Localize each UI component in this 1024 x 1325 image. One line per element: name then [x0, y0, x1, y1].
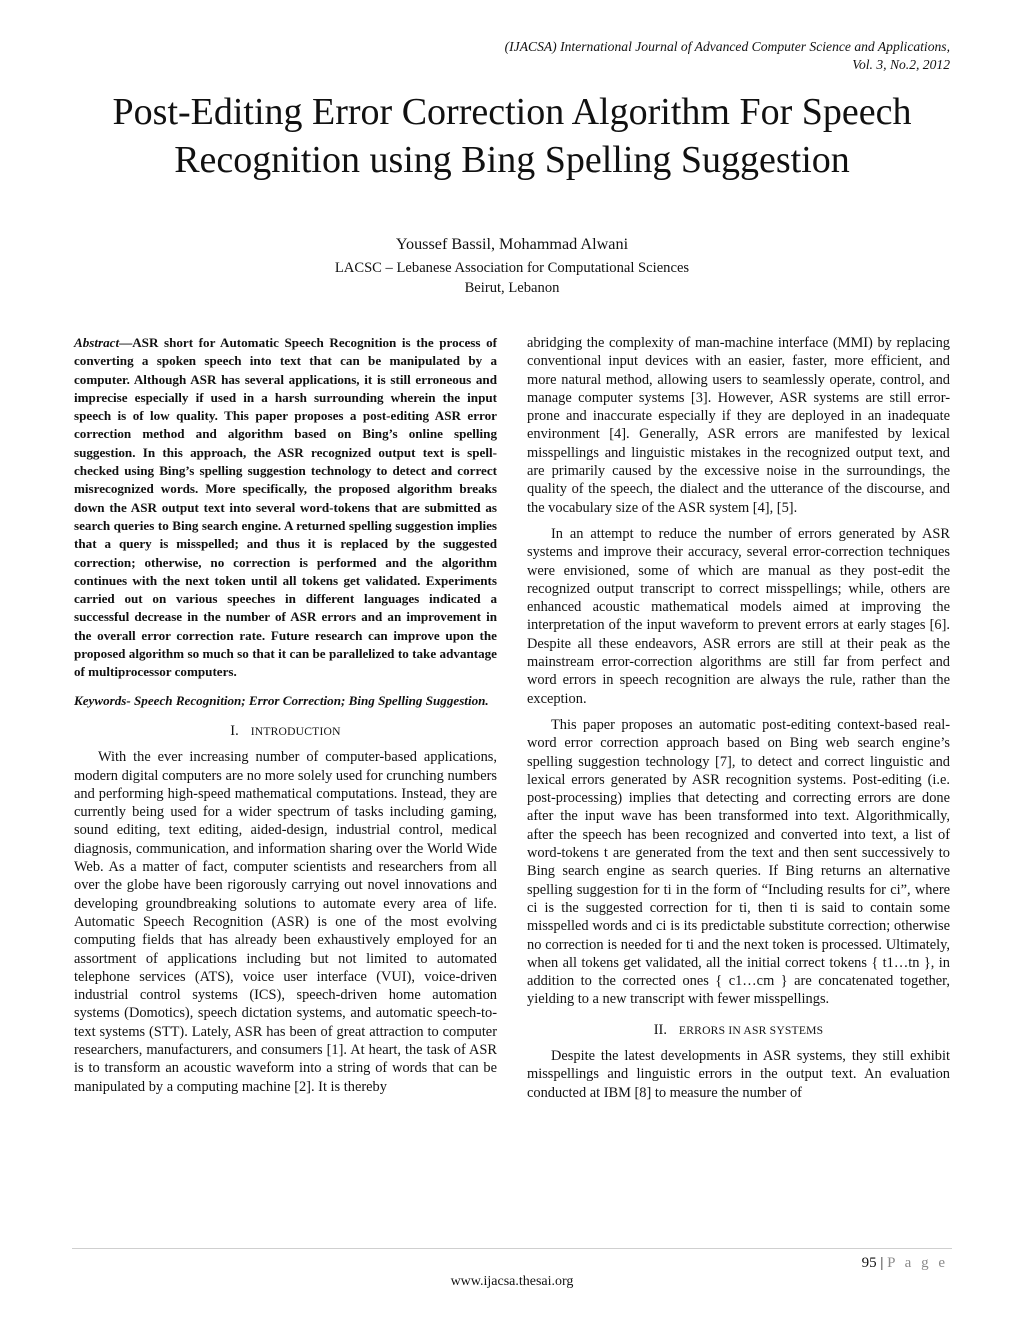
journal-volume: Vol. 3, No.2, 2012	[852, 57, 950, 72]
intro-paragraph-3: This paper proposes an automatic post-editing context-based real-word error correction approach based on Bing web search engine’s spelling suggestion technology [7], to detect and correct linguistic and lexical errors generated by ASR recognition systems. Post-editing (i.e. post-processing) implies that detecting and correcting errors are done after the input wave has been transformed into text. Algorithmically, after the speech has been recognized and converted into text, a list of word-tokens t are generated from the text and then sent successively to Bing search engine as search queries. If Bing returns an alternative spelling suggestion for ti in the form of “Including results for ci”, where ci is the suggested correction for ti, then ti is said to contain some misspelled words and ci is its predictable substitute correction; otherwise no correction is needed for ti and the next token is processed. Ultimately, when all tokens get validated, all the initial correct tokens { t1…tn }, in addition to the corrected ones { c1…cm } are concatenated together, yielding to a new transcript with fewer misspellings.	[527, 716, 950, 1008]
left-column	[74, 334, 497, 1096]
right-column	[527, 334, 950, 1102]
page-number	[862, 1253, 948, 1273]
page-separator: |	[880, 1255, 884, 1271]
section-title: INTRODUCTION	[250, 724, 341, 738]
running-header	[350, 38, 950, 74]
section-heading-errors	[527, 1021, 950, 1040]
authors: Youssef Bassil, Mohammad Alwani	[395, 235, 629, 253]
intro-paragraph-1-continued: abridging the complexity of man-machine interface (MMI) by replacing conventional input devices with an easier, faster, more efficient, and more natural method, allowing users to seamlessly operate, control, and manage computer systems [3]. However, ASR systems are still error-prone and inaccurate especially if they are deployed in an inadequate environment [4]. Generally, ASR errors are manifested by lexical misspellings and linguistic mistakes in the recognized output text, and are primarily caused by the excessive noise in the surroundings, the quality of the speech, the dialect and the utterance of the discourse, and the vocabulary size of the ASR system [4], [5].	[527, 335, 950, 516]
section-number: II.	[653, 1021, 667, 1038]
page-label: P a g e	[887, 1255, 948, 1271]
intro-paragraph-2: In an attempt to reduce the number of errors generated by ASR systems and improve their accuracy, several error-correction techniques were envisioned, some of which are manual as they post-edit the recognized output transcript to correct misspellings; while, others are enhanced acoustic mathematical models aimed at improving the interpretation of the input waveform to prevent errors at early stages [6]. Despite all these endeavors, ASR errors are still at their peak as the mainstream error-correction algorithms are still far from perfect and word errors in speech recognition are always the rule, rather than the exception.	[527, 525, 950, 707]
section-heading-introduction	[74, 722, 497, 741]
abstract-label: Abstract	[74, 335, 120, 350]
footer-divider	[72, 1248, 952, 1249]
section-number: I.	[230, 722, 239, 739]
section-title: ERRORS IN ASR SYSTEMS	[678, 1023, 824, 1037]
page-number-value: 95	[861, 1255, 877, 1271]
title-line-2: Recognition using Bing Spelling Suggestion	[174, 139, 850, 181]
affiliation: LACSC – Lebanese Association for Computational Sciences	[334, 260, 690, 276]
abstract-text: —ASR short for Automatic Speech Recognition is the process of converting a spoken speech into text that can be manipulated by a computer. Although ASR has several applications, it is still erroneous and imprecise especially if used in a harsh surrounding wherein the input speech is of low quality. This paper proposes a post-editing ASR error correction method and algorithm based on Bing’s online spelling suggestion. In this approach, the ASR recognized output text is spell-checked using Bing’s spelling suggestion technology to detect and correct misrecognized words. More specifically, the proposed algorithm breaks down the ASR output text into several word-tokens that are submitted as search queries to Bing search engine. A returned spelling suggestion implies that a query is misspelled; and thus it is replaced by the suggested correction; otherwise, no correction is performed and the algorithm continues with the next token until all tokens get validated. Experiments carried out on various speeches in different languages indicated a successful decrease in the number of ASR errors and an improvement in the overall error correction rate. Future research can improve upon the proposed algorithm so much so that it can be parallelized to take advantage of multiprocessor computers.	[74, 335, 497, 680]
journal-name: (IJACSA) International Journal of Advanced Computer Science and Applications,	[504, 39, 950, 54]
paper-title	[60, 88, 964, 184]
footer-website: www.ijacsa.thesai.org	[450, 1274, 574, 1289]
abstract	[74, 334, 497, 682]
location: Beirut, Lebanon	[464, 280, 560, 296]
errors-paragraph-1: Despite the latest developments in ASR systems, they still exhibit misspellings and linguistic errors in the output text. An evaluation conducted at IBM [8] to measure the number of	[527, 1047, 950, 1101]
keywords: Keywords- Speech Recognition; Error Correction; Bing Spelling Suggestion.	[74, 692, 489, 708]
title-line-1: Post-Editing Error Correction Algorithm For Speech	[112, 91, 912, 133]
intro-paragraph-1: With the ever increasing number of computer-based applications, modern digital computers are no more solely used for crunching numbers and performing high-speed mathematical computations. Instead, they are currently being used for a wider spectrum of tasks including gaming, sound editing, text editing, aided-design, industrial control, medical diagnosis, communication, and information sharing over the World Wide Web. As a matter of fact, computer scientists and researchers from all over the globe have been rigorously carrying out novel innovations and developing groundbreaking solutions to automate every area of life. Automatic Speech Recognition (ASR) is one of the most evolving computing fields that has already been exhaustively employed for an assortment of applications including but not limited to automated telephone services (ATS), voice user interface (VUI), voice-driven industrial control systems (ICS), speech-driven home automation systems (Domotics), speech dictation systems, and automatic speech-to-text systems (STT). Lately, ASR has been of great attraction to computer researchers, manufacturers, and consumers [1]. At heart, the task of ASR is to transform an acoustic waveform into a string of words that can be manipulated by a computing machine [2]. It is thereby	[74, 749, 497, 1095]
